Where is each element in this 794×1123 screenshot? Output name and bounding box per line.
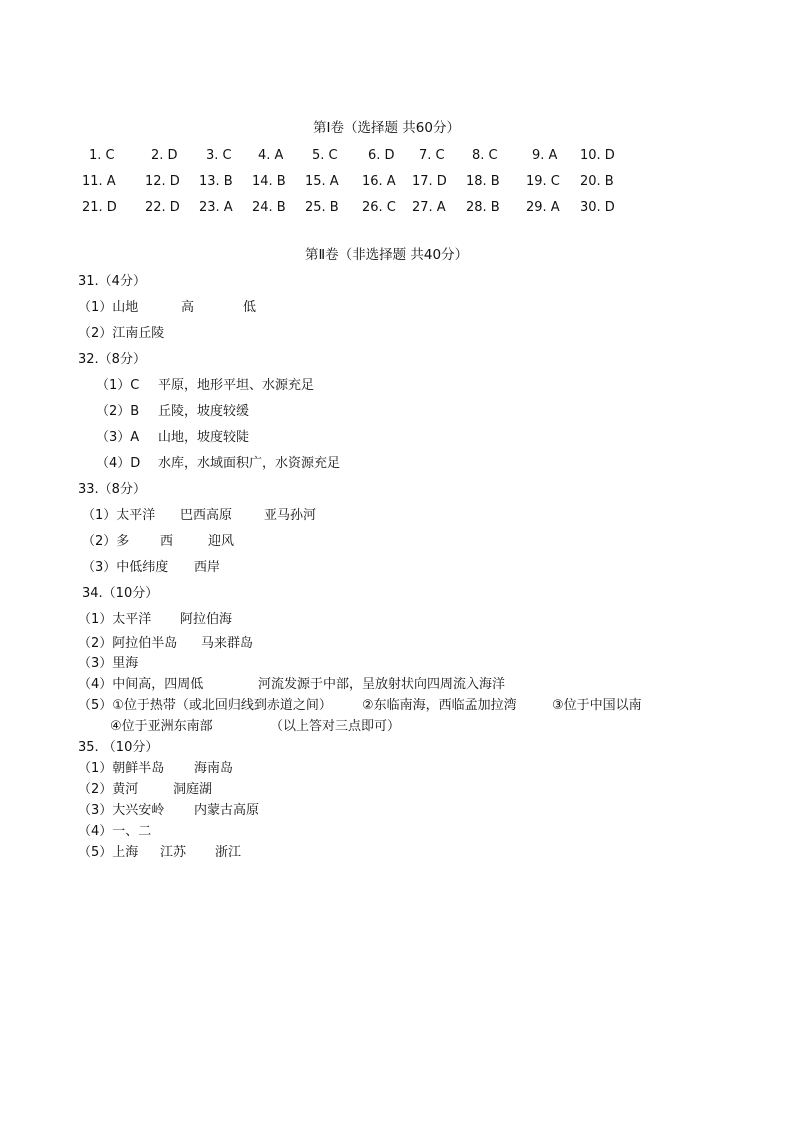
q34-1-b: 阿拉伯海 (180, 612, 233, 627)
answer-13: 13. B (199, 174, 233, 189)
answer-20: 20. B (580, 174, 614, 189)
q32-1-b: 平原，地形平坦、水源充足 (158, 378, 315, 393)
q35-5-a: （5）上海 (78, 845, 139, 860)
q31-1-c: 低 (243, 300, 257, 315)
q33-1-c: 亚马孙河 (264, 508, 317, 523)
answer-29: 29. A (526, 200, 560, 215)
q35-5-c: 浙江 (215, 845, 242, 860)
q35-1-a: （1）朝鲜半岛 (78, 761, 165, 776)
q34-5-c: ③位于中国以南 (552, 698, 642, 713)
q34-2-a: （2）阿拉伯半岛 (78, 636, 178, 651)
q31-title: 31.（4分） (78, 274, 146, 289)
q33-2-c: 迎风 (208, 534, 235, 549)
answer-24: 24. B (252, 200, 286, 215)
answer-28: 28. B (466, 200, 500, 215)
q35-1-b: 海南岛 (194, 761, 234, 776)
answer-23: 23. A (199, 200, 233, 215)
q32-2-a: （2）B (96, 404, 140, 419)
answer-15: 15. A (305, 174, 339, 189)
answer-9: 9. A (532, 148, 558, 163)
answer-25: 25. B (305, 200, 339, 215)
answer-26: 26. C (362, 200, 396, 215)
q34-2-b: 马来群岛 (201, 636, 254, 651)
answer-22: 22. D (145, 200, 180, 215)
answer-8: 8. C (472, 148, 498, 163)
answer-4: 4. A (258, 148, 284, 163)
q35-2-a: （2）黄河 (78, 782, 139, 797)
q33-1-a: （1）太平洋 (82, 508, 156, 523)
answer-10: 10. D (580, 148, 615, 163)
q31-1-a: （1）山地 (78, 300, 139, 315)
q32-title: 32.（8分） (78, 352, 146, 367)
part1-heading: 第Ⅰ卷（选择题 共60分） (313, 120, 460, 136)
q35-2-b: 洞庭湖 (173, 782, 213, 797)
answer-14: 14. B (252, 174, 286, 189)
answer-19: 19. C (526, 174, 560, 189)
q34-5-d: ④位于亚洲东南部 (110, 719, 213, 734)
q33-1-b: 巴西高原 (180, 508, 233, 523)
answer-11: 11. A (82, 174, 116, 189)
answer-5: 5. C (312, 148, 338, 163)
q34-4-a: （4）中间高，四周低 (78, 677, 204, 692)
q34-4-b: 河流发源于中部，呈放射状向四周流入海洋 (258, 677, 506, 692)
q32-2-b: 丘陵，坡度较缓 (158, 404, 250, 419)
q35-4-a: （4）一、二 (78, 824, 152, 839)
q33-3-b: 西岸 (194, 560, 221, 575)
q33-3-a: （3）中低纬度 (82, 560, 169, 575)
q35-5-b: 江苏 (160, 845, 187, 860)
answer-30: 30. D (580, 200, 615, 215)
answer-17: 17. D (412, 174, 447, 189)
q34-3-a: （3）里海 (78, 656, 139, 671)
answer-2: 2. D (151, 148, 178, 163)
answer-3: 3. C (206, 148, 232, 163)
answer-27: 27. A (412, 200, 446, 215)
q35-3-a: （3）大兴安岭 (78, 803, 165, 818)
q35-3-b: 内蒙古高原 (194, 803, 260, 818)
q34-5-a: （5）①位于热带（或北回归线到赤道之间） (78, 698, 332, 713)
answer-6: 6. D (368, 148, 395, 163)
q34-1-a: （1）太平洋 (78, 612, 152, 627)
answer-1: 1. C (89, 148, 115, 163)
q33-2-b: 西 (160, 534, 174, 549)
q34-title: 34.（10分） (82, 586, 159, 601)
answer-21: 21. D (82, 200, 117, 215)
answer-7: 7. C (419, 148, 445, 163)
part2-heading: 第Ⅱ卷（非选择题 共40分） (305, 247, 469, 263)
q35-title: 35. （10分） (78, 740, 159, 755)
q34-5-b: ②东临南海，西临孟加拉湾 (362, 698, 517, 713)
q32-4-b: 水库，水域面积广，水资源充足 (158, 456, 341, 471)
q33-2-a: （2）多 (82, 534, 130, 549)
q32-4-a: （4）D (96, 456, 141, 471)
q32-3-b: 山地，坡度较陡 (158, 430, 250, 445)
q31-2-a: （2）江南丘陵 (78, 326, 165, 341)
answer-18: 18. B (466, 174, 500, 189)
q32-3-a: （3）A (96, 430, 140, 445)
q33-title: 33.（8分） (78, 482, 146, 497)
answer-16: 16. A (362, 174, 396, 189)
q32-1-a: （1）C (96, 378, 140, 393)
q31-1-b: 高 (181, 300, 195, 315)
answer-12: 12. D (145, 174, 180, 189)
q34-5-e: （以上答对三点即可） (270, 719, 401, 734)
